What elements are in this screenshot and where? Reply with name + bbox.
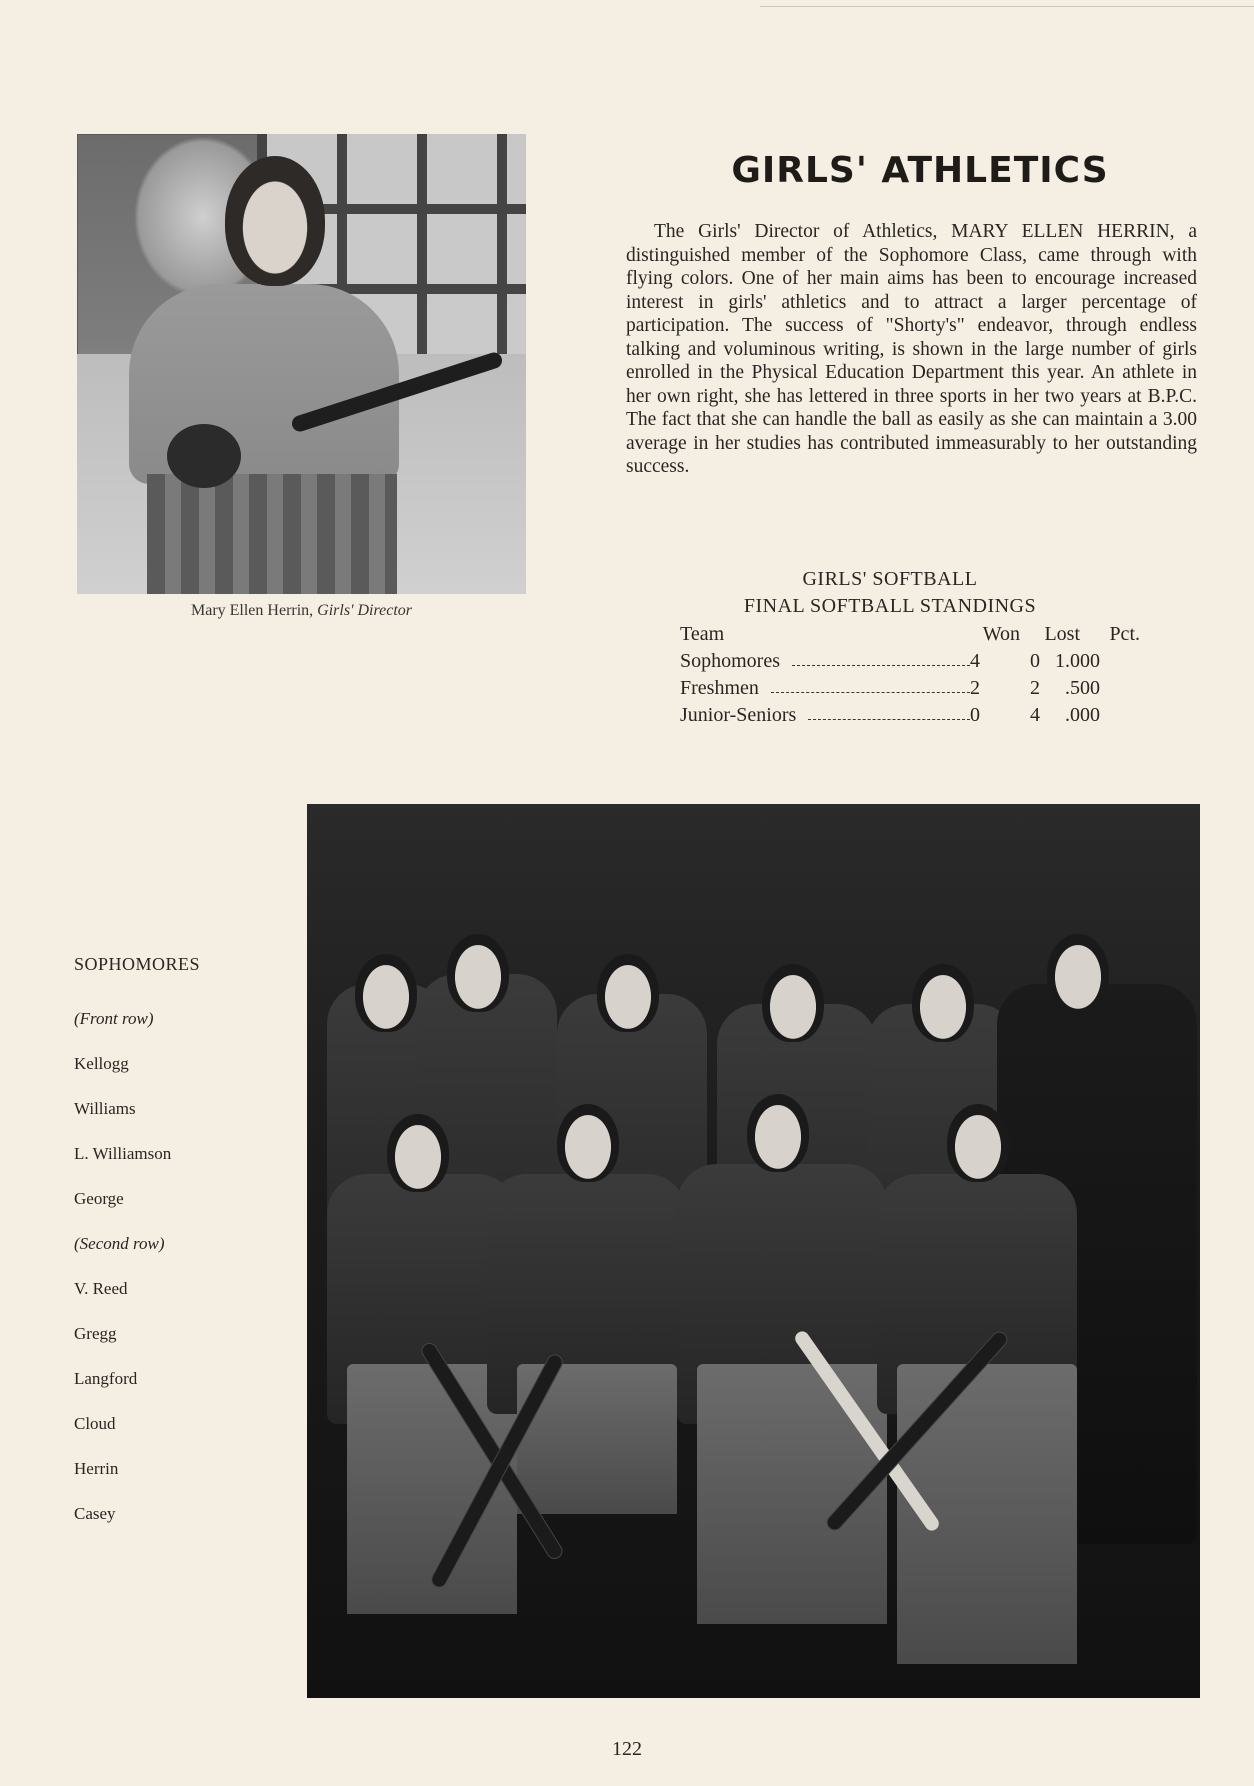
won-value: 2 bbox=[970, 677, 980, 699]
won-value: 4 bbox=[970, 650, 980, 672]
article-body: The Girls' Director of Athletics, MARY ELLEN HERRIN, a distinguished member of the Sophomore Class, came through with flying colors. One of her main aims has been to encourage increased interest in girls' athletics and to attract a larger percentage of participation. The success of "Shorty's" endeavor, through endless talking and voluminous writing, is shown in the large number of girls enrolled in the Physical Education Department this year. An athlete in her own right, she has lettered in three sports in her two years at B.P.C. The fact that she can handle the ball as easily as she can maintain a 3.00 average in her studies has contributed immeasurably to her outstanding success. bbox=[626, 221, 1197, 477]
column-header-lost: Lost bbox=[1044, 623, 1080, 645]
player-face bbox=[912, 964, 974, 1042]
roster-title: SOPHOMORES bbox=[74, 954, 201, 974]
standings-title: GIRLS' SOFTBALL bbox=[802, 568, 978, 590]
team-name: Freshmen bbox=[680, 677, 759, 699]
team-cell bbox=[680, 650, 970, 673]
pct-value: .000 bbox=[1065, 704, 1100, 726]
player-face bbox=[557, 1104, 619, 1182]
page-number: 122 bbox=[612, 1738, 642, 1760]
player-face bbox=[947, 1104, 1009, 1182]
roster-name: Cloud bbox=[74, 1414, 116, 1433]
director-skirt bbox=[147, 474, 397, 594]
player-face bbox=[1047, 934, 1109, 1012]
roster-row-label: (Front row) bbox=[74, 1009, 154, 1028]
team-name: Junior-Seniors bbox=[680, 704, 797, 726]
roster-name: Casey bbox=[74, 1504, 116, 1523]
player-face bbox=[747, 1094, 809, 1172]
roster-name: Herrin bbox=[74, 1459, 119, 1478]
player-face bbox=[387, 1114, 449, 1192]
standings-subtitle: FINAL SOFTBALL STANDINGS bbox=[743, 595, 1037, 617]
team-cell bbox=[680, 677, 970, 700]
team-cell bbox=[680, 704, 970, 727]
director-head bbox=[225, 156, 325, 286]
standings-row bbox=[680, 702, 1140, 729]
lost-value: 0 bbox=[1030, 650, 1040, 672]
roster-name: Kellogg bbox=[74, 1054, 129, 1073]
roster-row-label: (Second row) bbox=[74, 1234, 165, 1253]
roster-name: George bbox=[74, 1189, 124, 1208]
page-edge bbox=[760, 6, 1254, 7]
dotted-leader bbox=[792, 665, 970, 666]
pct-value: .500 bbox=[1065, 677, 1100, 699]
pct-value: 1.000 bbox=[1055, 650, 1100, 672]
column-header-team: Team bbox=[680, 623, 725, 645]
dotted-leader bbox=[771, 692, 970, 693]
standings-table bbox=[680, 621, 1140, 729]
lost-value: 2 bbox=[1030, 677, 1040, 699]
roster-list bbox=[74, 996, 171, 1536]
team-photo bbox=[307, 804, 1200, 1698]
roster-name: V. Reed bbox=[74, 1279, 128, 1298]
roster-name: Williams bbox=[74, 1099, 136, 1118]
second-row-label: Second row bbox=[79, 1234, 159, 1253]
won-value: 0 bbox=[970, 704, 980, 726]
standings-header-row bbox=[680, 621, 1140, 648]
roster-name: L. Williamson bbox=[74, 1144, 172, 1163]
player-face bbox=[447, 934, 509, 1012]
caption-name: Mary Ellen Herrin, bbox=[190, 602, 314, 619]
caption-role: Girls' Director bbox=[317, 602, 412, 619]
page-title: GIRLS' ATHLETICS bbox=[731, 150, 1109, 191]
player-face bbox=[355, 954, 417, 1032]
column-header-pct: Pct. bbox=[1109, 623, 1140, 645]
player-face bbox=[762, 964, 824, 1042]
portrait-caption bbox=[77, 602, 526, 620]
glove-image bbox=[167, 424, 241, 488]
player-face bbox=[597, 954, 659, 1032]
lost-value: 4 bbox=[1030, 704, 1040, 726]
team-name: Sophomores bbox=[680, 650, 780, 672]
roster-name: Gregg bbox=[74, 1324, 117, 1343]
director-portrait-photo bbox=[77, 134, 526, 594]
column-header-won: Won bbox=[982, 623, 1020, 645]
front-row-label: Front row bbox=[79, 1009, 148, 1028]
standings-row bbox=[680, 648, 1140, 675]
standings-row bbox=[680, 675, 1140, 702]
roster-name: Langford bbox=[74, 1369, 138, 1388]
dotted-leader bbox=[808, 719, 970, 720]
